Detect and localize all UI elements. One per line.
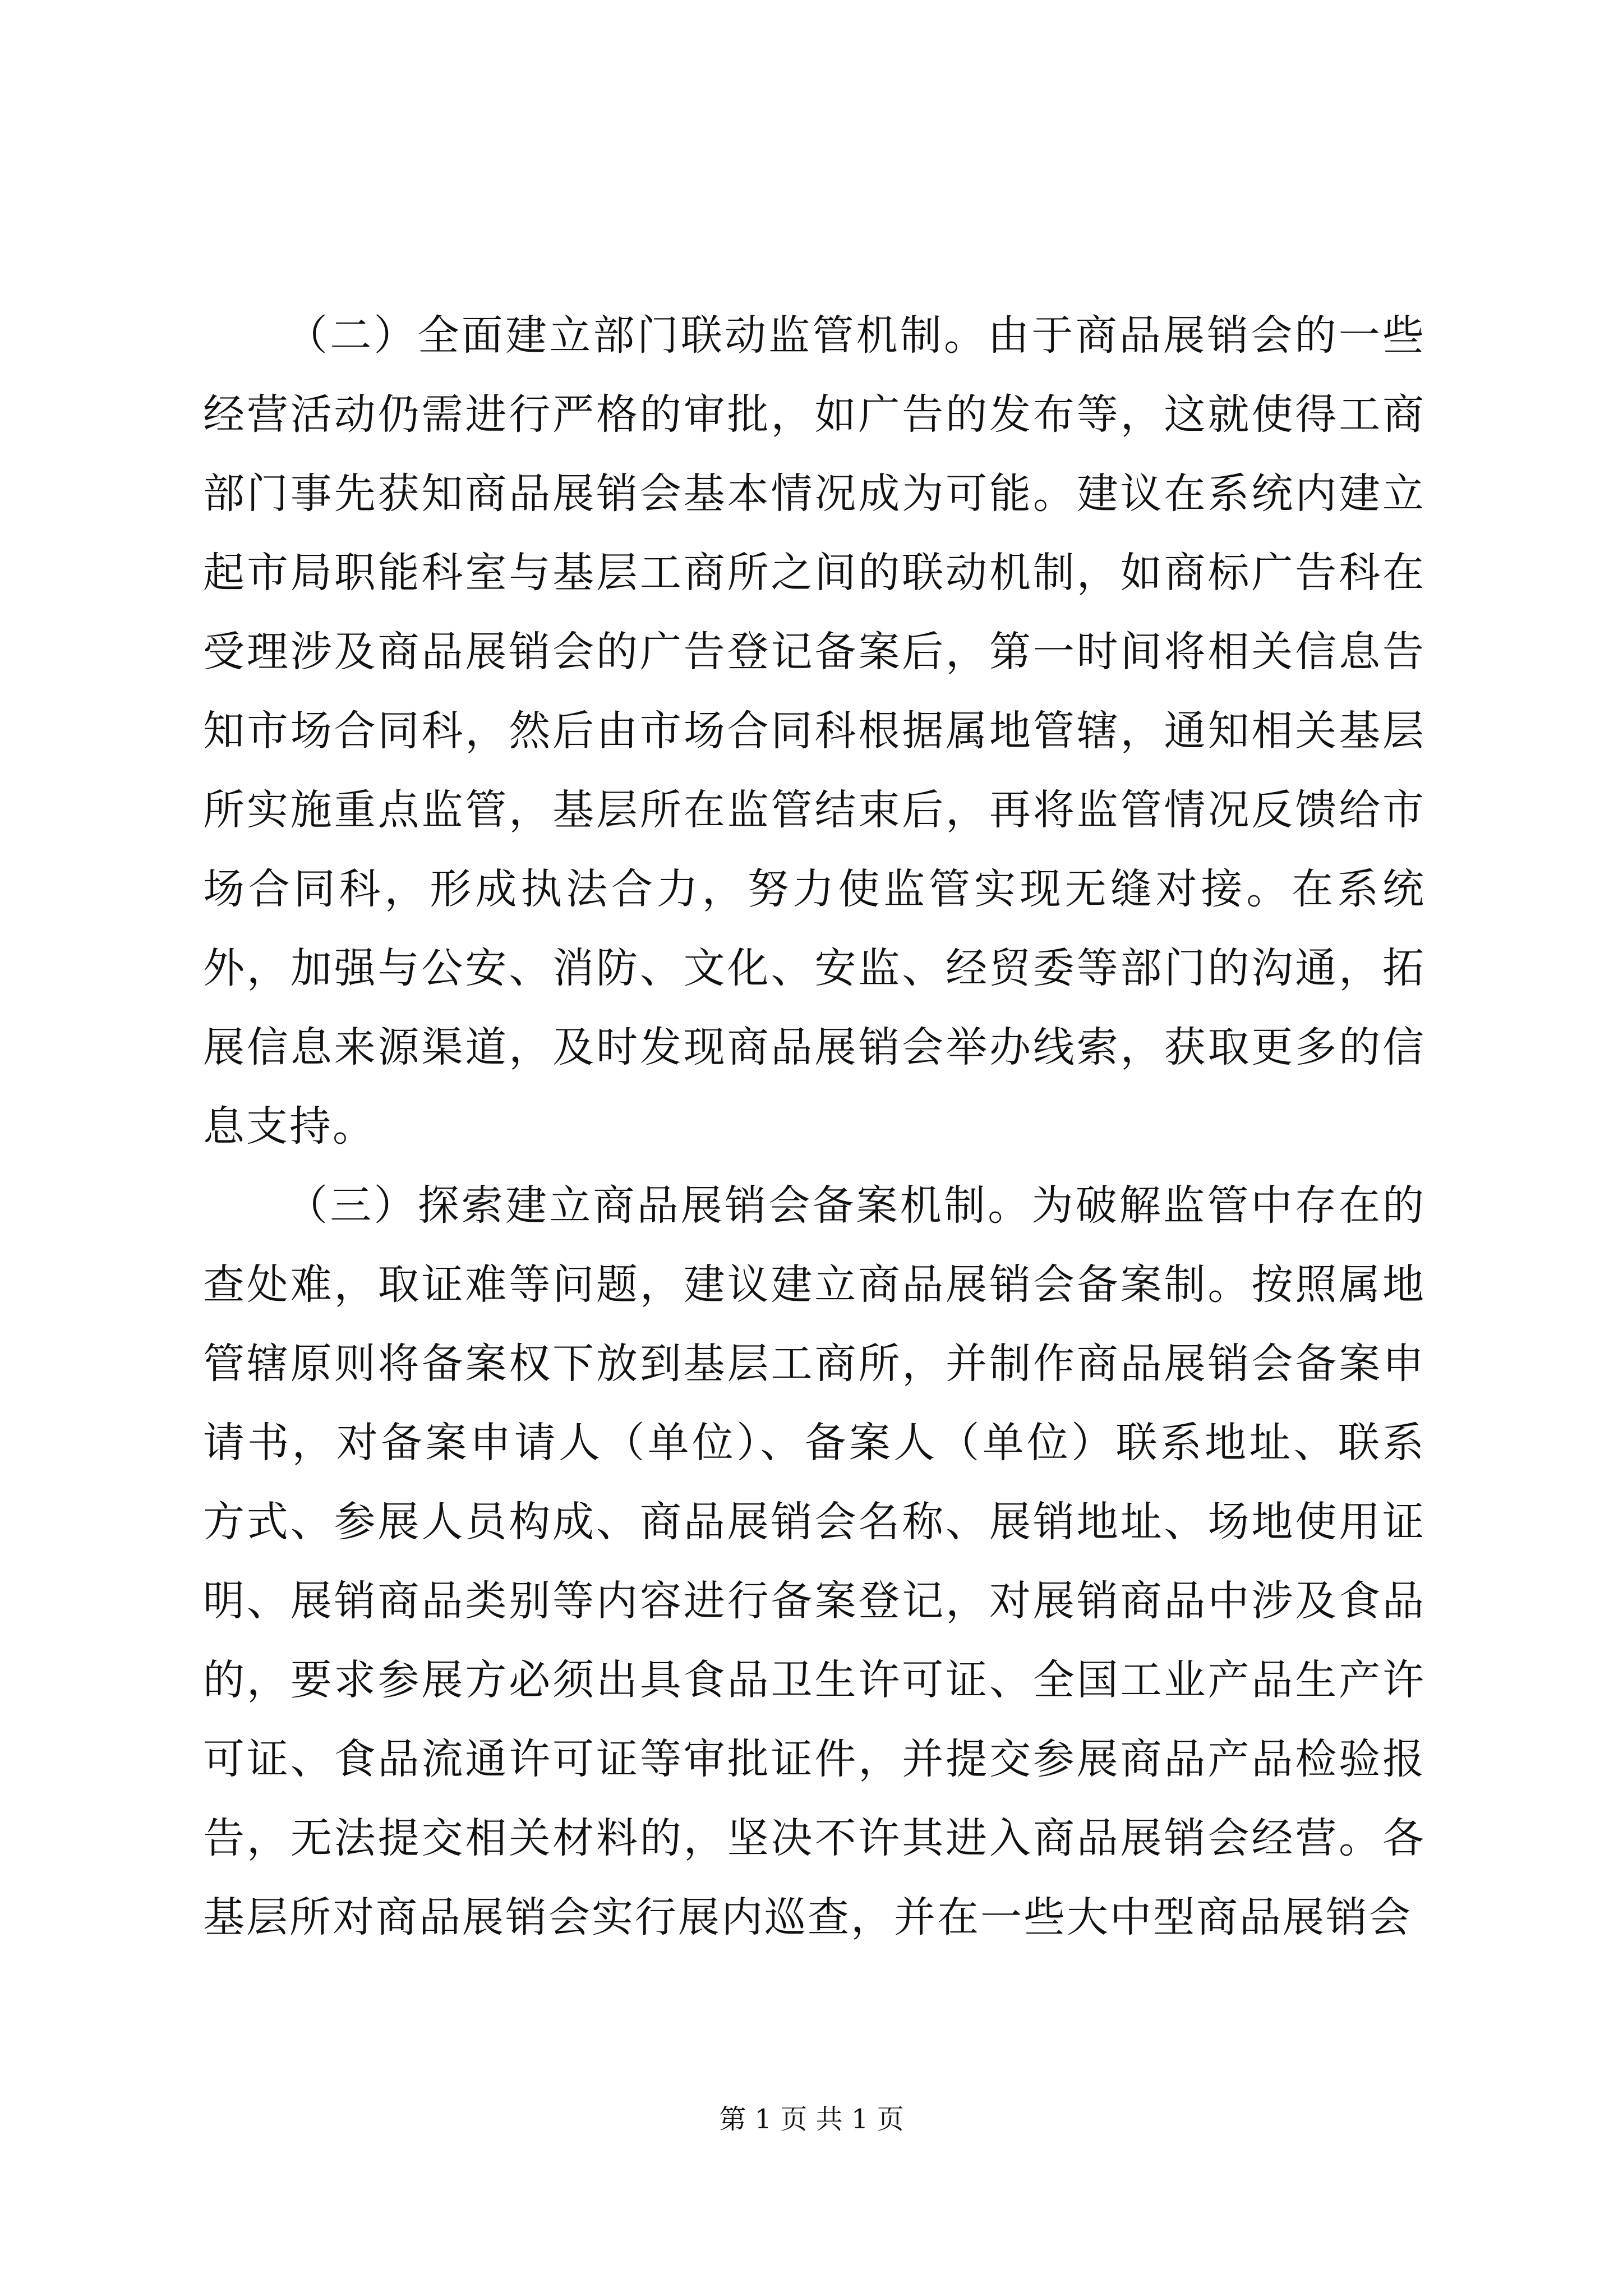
- paragraph-filing-mechanism: （三）探索建立商品展销会备案机制。为破解监管中存在的查处难，取证难等问题，建议建立商品展销会备案制。按照属地管辖原则将备案权下放到基层工商所，并制作商品展销会备案申请书，对备案申请人（单位）、备案人（单位）联系地址、联系方式、参展人员构成、商品展销会名称、展销地址、场地使用证明、展销商品类别等内容进行备案登记，对展销商品中涉及食品的，要求参展方必须出具食品卫生许可证、全国工业产品生产许可证、食品流通许可证等审批证件，并提交参展商品产品检验报告，无法提交相关材料的，坚决不许其进入商品展销会经营。各基层所对商品展销会实行展内巡查，并在一些大中型商品展销会: [203, 1181, 1426, 1941]
- page-footer: 第 1 页 共 1 页: [719, 2104, 904, 2135]
- paragraph-department-linkage: （二）全面建立部门联动监管机制。由于商品展销会的一些经营活动仍需进行严格的审批，如广告的发布等，这就使得工商部门事先获知商品展销会基本情况成为可能。建议在系统内建立起市局职能科室与基层工商所之间的联动机制，如商标广告科在受理涉及商品展销会的广告登记备案后，第一时间将相关信息告知市场合同科，然后由市场合同科根据属地管辖，通知相关基层所实施重点监管，基层所在监管结束后，再将监管情况反馈给市场合同科，形成执法合力，努力使监管实现无缝对接。在系统外，加强与公安、消防、文化、安监、经贸委等部门的沟通，拓展信息来源渠道，及时发现商品展销会举办线索，获取更多的信息支持。: [203, 311, 1426, 1151]
- document-body: [203, 296, 1426, 1957]
